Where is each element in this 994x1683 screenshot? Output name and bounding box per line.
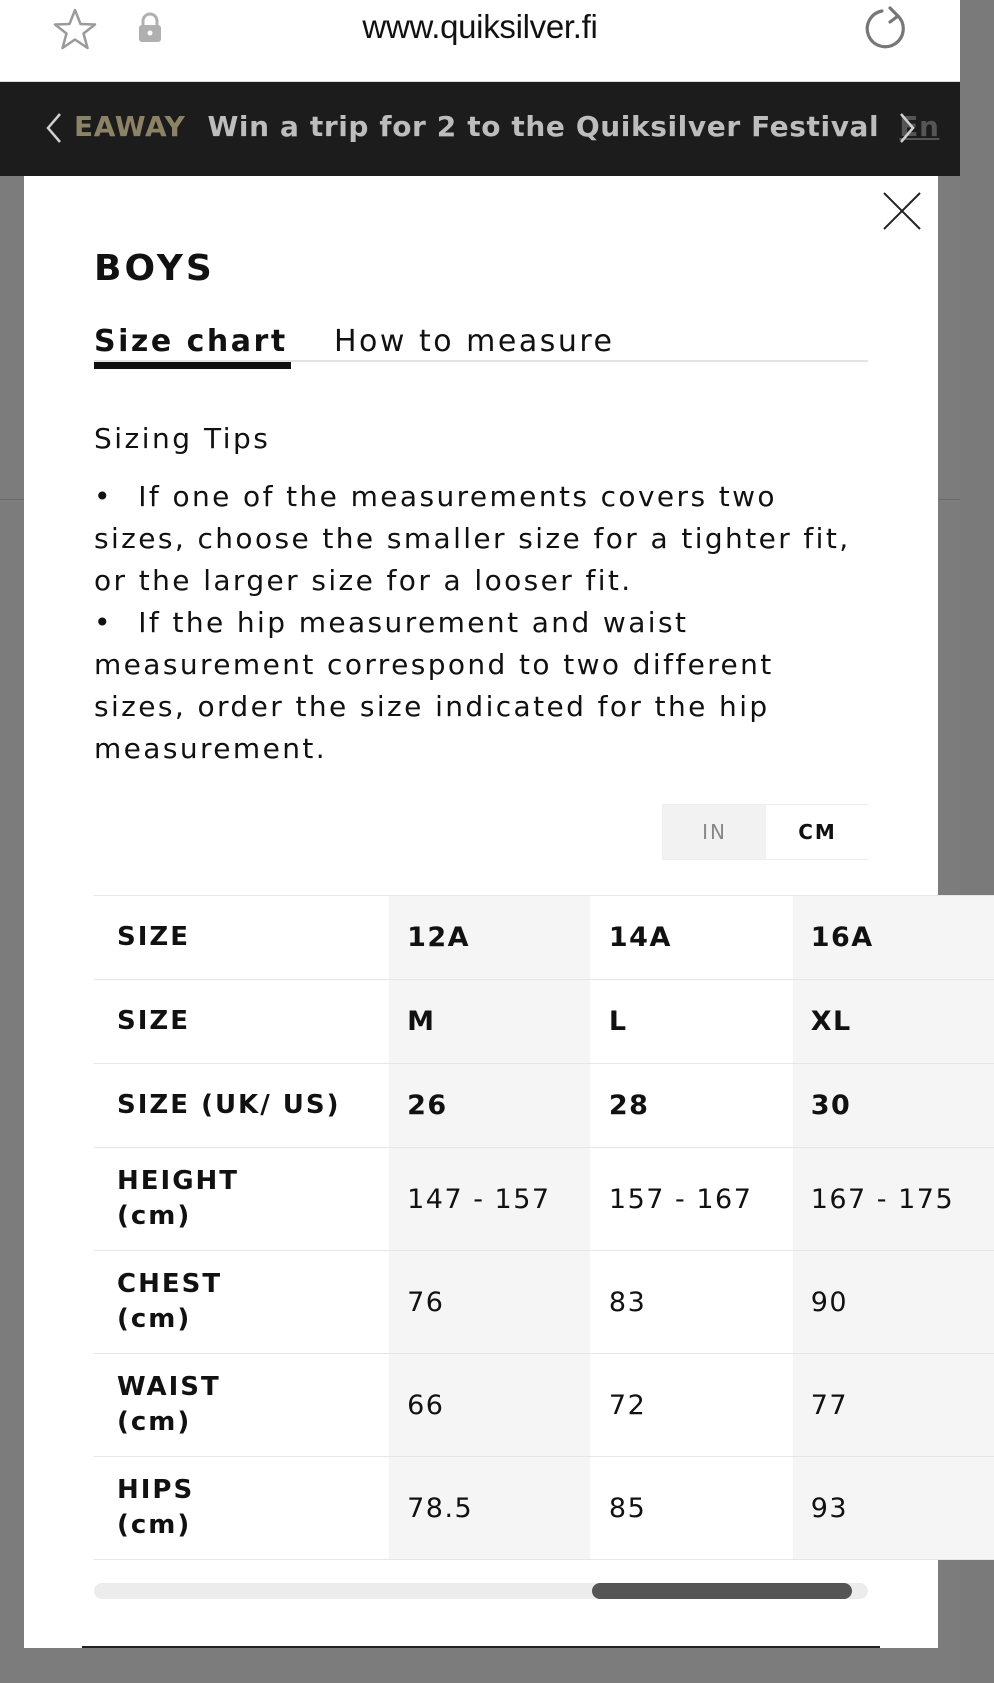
promo-text-main[interactable]: Win a trip for 2 to the Quiksilver Festival: [207, 110, 880, 143]
close-icon[interactable]: [882, 191, 922, 231]
tab-size-chart[interactable]: Size chart: [94, 324, 288, 364]
table-cell: 83: [590, 1251, 792, 1354]
tip-text: If one of the measurements covers two sizes, choose the smaller size for a tighter fit, or the larger size for a looser fit.: [94, 480, 851, 597]
size-guide-modal: [24, 176, 955, 1648]
unit-cm-button[interactable]: CM: [766, 805, 869, 859]
sizing-tips-title: Sizing Tips: [94, 422, 271, 455]
unit-in-button[interactable]: IN: [663, 805, 766, 859]
size-table-container[interactable]: [94, 895, 955, 1558]
row-header: SIZE (UK/ US): [94, 1064, 389, 1148]
table-row: [94, 1064, 994, 1148]
table-cell: 72: [590, 1354, 792, 1457]
url-text[interactable]: www.quiksilver.fi: [362, 8, 598, 45]
table-cell: L: [590, 980, 792, 1064]
modal-bottom-divider: [82, 1646, 880, 1648]
unit-toggle: [662, 804, 868, 860]
promo-text-partial-left: EAWAY: [74, 110, 186, 143]
chevron-right-icon[interactable]: [893, 108, 921, 148]
table-cell: 28: [590, 1064, 792, 1148]
table-cell: 93: [792, 1457, 994, 1560]
tip-text: If the hip measurement and waist measurement correspond to two different sizes, order the size indicated for the hip measurement.: [94, 606, 774, 765]
tip-item: • If one of the measurements covers two sizes, choose the smaller size for a tighter fit, or the larger size for a looser fit.: [94, 480, 851, 597]
promo-track: [74, 82, 940, 176]
tab-how-to-measure[interactable]: How to measure: [334, 324, 615, 359]
table-scrollbar[interactable]: [94, 1583, 868, 1599]
table-cell: 12A: [389, 896, 591, 980]
table-cell: 157 - 167: [590, 1148, 792, 1251]
promo-banner: [0, 82, 960, 176]
table-cell: 90: [792, 1251, 994, 1354]
table-cell: 14A: [590, 896, 792, 980]
table-row: [94, 1354, 994, 1457]
table-cell: M: [389, 980, 591, 1064]
table-cell: 26: [389, 1064, 591, 1148]
table-row: [94, 1251, 994, 1354]
row-header: CHEST (cm): [94, 1251, 389, 1354]
reload-icon[interactable]: [862, 4, 910, 52]
size-table: [94, 895, 994, 1560]
chevron-left-icon[interactable]: [40, 108, 68, 148]
table-cell: 66: [389, 1354, 591, 1457]
row-header: SIZE: [94, 980, 389, 1064]
tab-bar: [94, 326, 868, 362]
table-cell: 85: [590, 1457, 792, 1560]
sizing-tips-list: [94, 476, 874, 770]
row-header: HEIGHT (cm): [94, 1148, 389, 1251]
promo-text-partial-right[interactable]: En: [899, 110, 940, 143]
table-row: [94, 1148, 994, 1251]
table-cell: 167 - 175: [792, 1148, 994, 1251]
tip-item: • If the hip measurement and waist measurement correspond to two different sizes, order the size indicated for the hip measurement.: [94, 606, 774, 765]
table-row: [94, 1457, 994, 1560]
table-cell: 76: [389, 1251, 591, 1354]
row-header: WAIST (cm): [94, 1354, 389, 1457]
row-header: SIZE: [94, 896, 389, 980]
table-cell: 77: [792, 1354, 994, 1457]
table-cell: 78.5: [389, 1457, 591, 1560]
browser-address-bar: [0, 0, 960, 82]
modal-title: BOYS: [94, 248, 215, 289]
table-row: [94, 896, 994, 980]
scrollbar-thumb[interactable]: [592, 1583, 852, 1599]
table-cell: XL: [792, 980, 994, 1064]
table-cell: 16A: [792, 896, 994, 980]
table-cell: 30: [792, 1064, 994, 1148]
table-cell: 147 - 157: [389, 1148, 591, 1251]
table-row: [94, 980, 994, 1064]
row-header: HIPS (cm): [94, 1457, 389, 1560]
